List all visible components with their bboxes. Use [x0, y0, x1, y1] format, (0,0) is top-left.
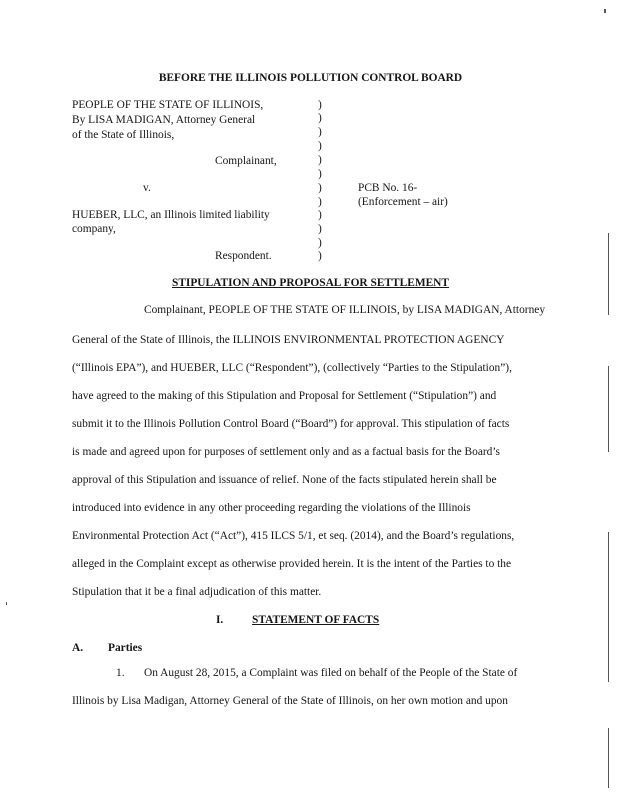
caption-paren: ) — [318, 182, 322, 194]
court-title: BEFORE THE ILLINOIS POLLUTION CONTROL BOARD — [158, 72, 463, 84]
scan-artifact — [608, 532, 609, 682]
intro-line-8: introduced into evidence in any other proceeding regarding the violations of the Illinois — [72, 502, 471, 514]
scan-artifact — [608, 728, 609, 788]
subsection-letter: A. — [72, 642, 84, 654]
section-number: I. — [216, 614, 224, 626]
defendant-role: Respondent. — [215, 250, 272, 262]
versus-label: v. — [143, 182, 151, 194]
intro-line-2: General of the State of Illinois, the ILLINOIS ENVIRONMENTAL PROTECTION AGENCY — [72, 334, 505, 346]
caption-paren: ) — [318, 196, 322, 208]
subsection-title: Parties — [108, 642, 143, 654]
caption-paren: ) — [318, 126, 322, 138]
plaintiff-role: Complainant, — [215, 155, 277, 167]
plaintiff-line-1: PEOPLE OF THE STATE OF ILLINOIS, — [72, 99, 264, 111]
intro-line-5: submit it to the Illinois Pollution Control Board (“Board”) for approval. This stipulation of facts — [72, 418, 510, 430]
caption-paren: ) — [318, 237, 322, 249]
intro-line-3: (“Illinois EPA”), and HUEBER, LLC (“Respondent”), (collectively “Parties to the Stipulation”), — [72, 362, 512, 374]
case-type: (Enforcement – air) — [358, 196, 448, 208]
stipulation-title: STIPULATION AND PROPOSAL FOR SETTLEMENT — [171, 277, 449, 289]
para-1-line-1: On August 28, 2015, a Complaint was filed on behalf of the People of the State of — [144, 667, 518, 679]
scan-artifact — [604, 9, 606, 13]
plaintiff-line-2: By LISA MADIGAN, Attorney General — [72, 114, 256, 126]
paragraph-number: 1. — [116, 667, 125, 679]
defendant-line-1: HUEBER, LLC, an Illinois limited liability — [72, 209, 270, 221]
scan-artifact — [6, 602, 7, 605]
caption-paren: ) — [318, 140, 322, 152]
intro-line-10: alleged in the Complaint except as otherwise provided herein. It is the intent of the Parties to the — [72, 558, 512, 570]
section-title: STATEMENT OF FACTS — [252, 614, 380, 626]
defendant-line-2: company, — [72, 223, 116, 235]
para-1-line-2: Illinois by Lisa Madigan, Attorney General of the State of Illinois, on her own motion and upon — [72, 695, 508, 707]
case-number: PCB No. 16- — [358, 182, 418, 194]
intro-line-4: have agreed to the making of this Stipulation and Proposal for Settlement (“Stipulation”) and — [72, 390, 497, 402]
caption-paren: ) — [318, 99, 322, 111]
scan-artifact — [608, 366, 609, 452]
caption-paren: ) — [318, 209, 322, 221]
caption-paren: ) — [318, 223, 322, 235]
intro-line-1: Complainant, PEOPLE OF THE STATE OF ILLINOIS, by LISA MADIGAN, Attorney — [144, 304, 546, 316]
intro-line-6: is made and agreed upon for purposes of settlement only and as a factual basis for the Board’s — [72, 446, 500, 458]
intro-line-11: Stipulation that it be a final adjudication of this matter. — [72, 586, 322, 598]
plaintiff-line-3: of the State of Illinois, — [72, 129, 175, 141]
caption-paren: ) — [318, 154, 322, 166]
intro-line-9: Environmental Protection Act (“Act”), 415 ILCS 5/1, et seq. (2014), and the Board’s regulations, — [72, 530, 515, 542]
caption-paren: ) — [318, 112, 322, 124]
scan-artifact — [608, 233, 609, 315]
intro-line-7: approval of this Stipulation and issuance of relief. None of the facts stipulated herein shall be — [72, 474, 497, 486]
caption-paren: ) — [318, 250, 322, 262]
caption-paren: ) — [318, 168, 322, 180]
